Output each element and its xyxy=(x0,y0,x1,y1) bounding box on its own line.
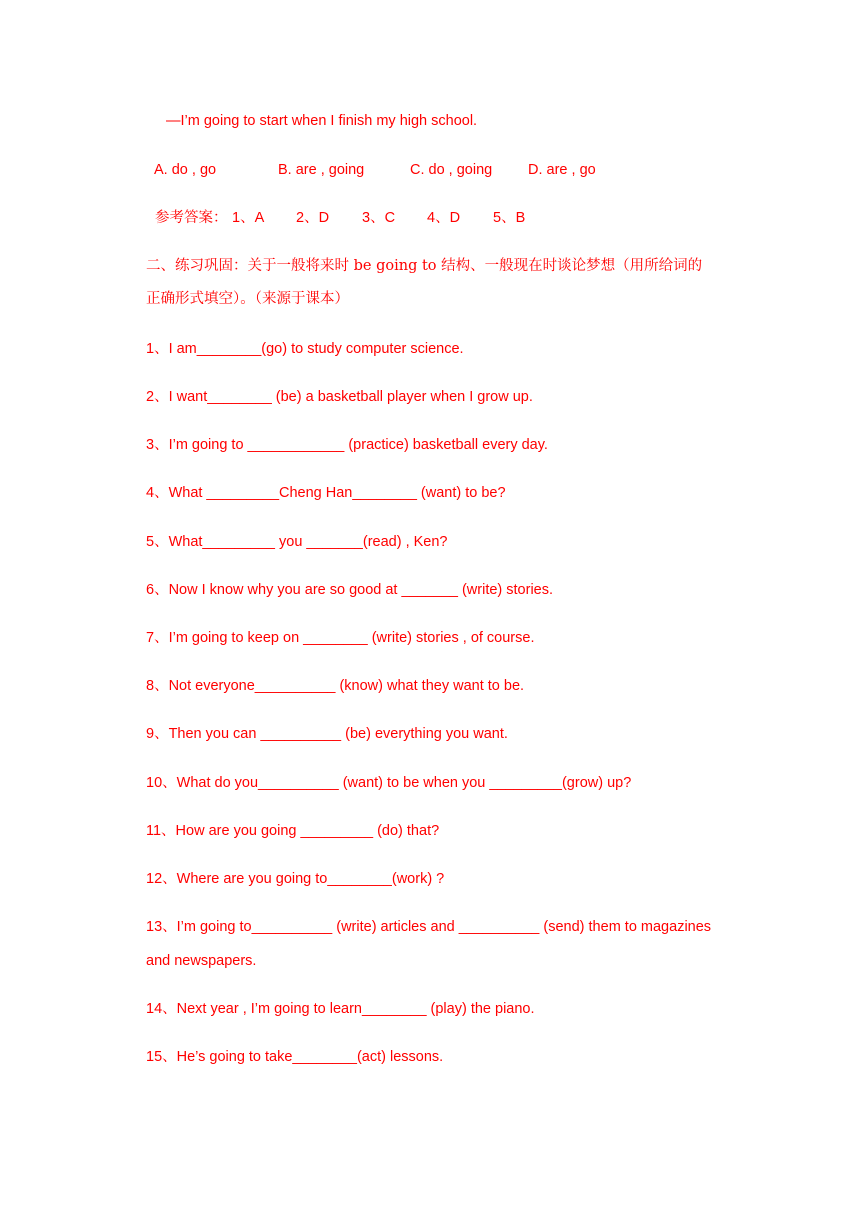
exercise-item: 14、Next year , I’m going to learn________ (play) the piano. xyxy=(146,1001,535,1017)
exercise-item: 4、What _________Cheng Han________ (want) to be? xyxy=(146,485,506,501)
exercise-item: 5、What_________ you _______(read) , Ken? xyxy=(146,534,448,550)
exercise-item: 7、I’m going to keep on ________ (write) stories , of course. xyxy=(146,630,535,646)
question-tail: —I’m going to start when I finish my high school. xyxy=(166,113,478,129)
exercise-item: 11、How are you going _________ (do) that? xyxy=(146,823,440,839)
option-d: D. are , go xyxy=(528,162,596,178)
answer-key-label: 参考答案： xyxy=(155,210,228,226)
exercise-item: 1、I am________(go) to study computer science. xyxy=(146,341,464,357)
exercise-item: 12、Where are you going to________(work) ? xyxy=(146,871,445,887)
section-heading-continued: 正确形式填空）。（来源于课本） xyxy=(146,291,349,307)
exercise-item: 15、He’s going to take________(act) lessons. xyxy=(146,1049,444,1065)
answer-key-item: 1、A xyxy=(232,210,265,226)
exercise-item: 13、I’m going to__________ (write) articles and __________ (send) them to magazines xyxy=(146,919,712,935)
section-heading: 二、练习巩固：关于一般将来时 be going to 结构、一般现在时谈论梦想（用所给词的 xyxy=(146,258,703,274)
exercise-item: 2、I want________ (be) a basketball player when I grow up. xyxy=(146,389,533,405)
exercise-item-continued: and newspapers. xyxy=(146,953,257,969)
exercise-item: 8、Not everyone__________ (know) what they want to be. xyxy=(146,678,525,694)
answer-key-item: 4、D xyxy=(427,210,461,226)
answer-key-item: 2、D xyxy=(296,210,330,226)
option-c: C. do , going xyxy=(410,162,493,178)
exercise-item: 10、What do you__________ (want) to be when you _________(grow) up? xyxy=(146,775,632,791)
answer-key-item: 3、C xyxy=(362,210,396,226)
option-b: B. are , going xyxy=(278,162,365,178)
answer-key-item: 5、B xyxy=(493,210,526,226)
exercise-item: 9、Then you can __________ (be) everything you want. xyxy=(146,726,508,742)
option-a: A. do , go xyxy=(154,162,217,178)
exercise-item: 6、Now I know why you are so good at _______ (write) stories. xyxy=(146,582,554,598)
exercise-item: 3、I’m going to ____________ (practice) basketball every day. xyxy=(146,437,548,453)
